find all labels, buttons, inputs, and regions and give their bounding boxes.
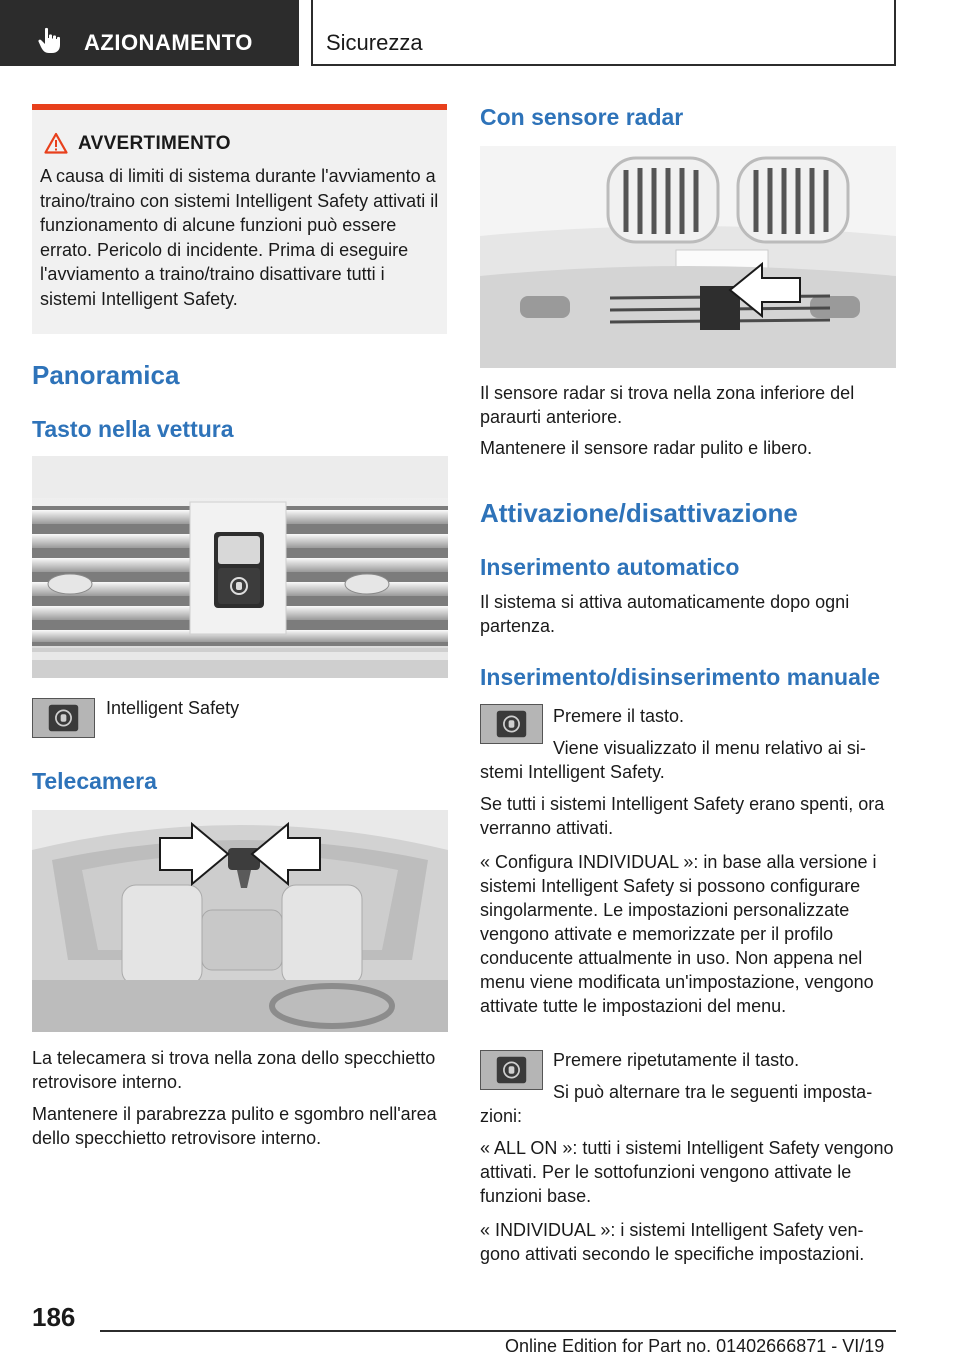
footer-divider [100,1330,896,1332]
page-number: 186 [32,1302,76,1332]
heading-button-in-car: Tasto nella vettura [32,416,234,442]
repeat-press-text: Premere ripetutamente il tasto. [553,1050,800,1070]
manual-press-text: Premere il tasto. [553,706,685,726]
intelligent-safety-button-icon [32,698,95,738]
manual-paragraph-2: Se tutti i sistemi Intelligent Safety erano spenti, ora verranno attivati. [480,794,885,838]
header-subsection-title: Sicurezza [326,30,423,55]
warning-text: A causa di limiti di sistema durante l'avviamento a traino/traino con sistemi Intelligent Safety attivati il funzionamento di alcune funzioni può essere errato. Pericolo di incidente. Prima di eseguire l'avviamento a traino/traino disattivare tutti i sistemi Intelligent Safety. [40,166,439,309]
heading-automatic: Inserimento automatico [480,554,740,580]
camera-paragraph-2: Mantenere il parabrezza pulito e sgombro nell'area dello specchietto retrovisore interno. [32,1104,437,1148]
footer-edition: Online Edition for Part no. 01402666871 - VI/19 [505,1336,885,1356]
heading-radar: Con sensore radar [480,104,684,130]
heading-manual: Inserimento/disinserimento manuale [480,664,881,690]
repeat-paragraph-3: « INDIVIDUAL »: i sistemi Intelligent Safety vengono attivati secondo le specifiche impostazioni. [480,1220,865,1264]
camera-paragraph-1: La telecamera si trova nella zona dello specchietto retrovisore interno. [32,1048,436,1092]
radar-paragraph-1: Il sensore radar si trova nella zona inferiore del paraurti anteriore. [480,383,855,427]
automatic-paragraph: Il sistema si attiva automaticamente dopo ogni partenza. [480,592,850,636]
heading-camera: Telecamera [32,768,157,794]
hand-pointer-icon [36,26,64,54]
manual-paragraph-3: « Configura INDIVIDUAL »: in base alla versione i sistemi Intelligent Safety si possono configurare singolarmente. Le impostazioni personalizzate vengono attivate e memorizzate per il profilo conducente attualmente in uso. Non appena nel menu viene modificata un'impostazione, vengono attivate tutte le impostazioni del menu. [480,852,877,1016]
radar-bumper-image [480,146,896,368]
manual-paragraph-1: Viene visualizzato il menu relativo ai sistemi Intelligent Safety. [480,738,866,782]
heading-activation: Attivazione/disattivazione [480,498,798,528]
camera-interior-image [32,810,448,1032]
radar-paragraph-2: Mantenere il sensore radar pulito e libero. [480,438,813,458]
header-section-title: AZIONAMENTO [84,30,253,55]
dashboard-button-image [32,456,448,678]
warning-title: AVVERTIMENTO [78,133,231,154]
button-label-text: Intelligent Safety [106,698,240,718]
repeat-paragraph-2: « ALL ON »: tutti i sistemi Intelligent Safety vengono attivati. Per le sottofunzioni vengono attivate le funzioni base. [480,1138,894,1206]
warning-triangle-icon [44,132,68,154]
heading-overview: Panoramica [32,360,180,390]
repeat-paragraph-1: Si può alternare tra le seguenti impostazioni: [480,1082,873,1126]
